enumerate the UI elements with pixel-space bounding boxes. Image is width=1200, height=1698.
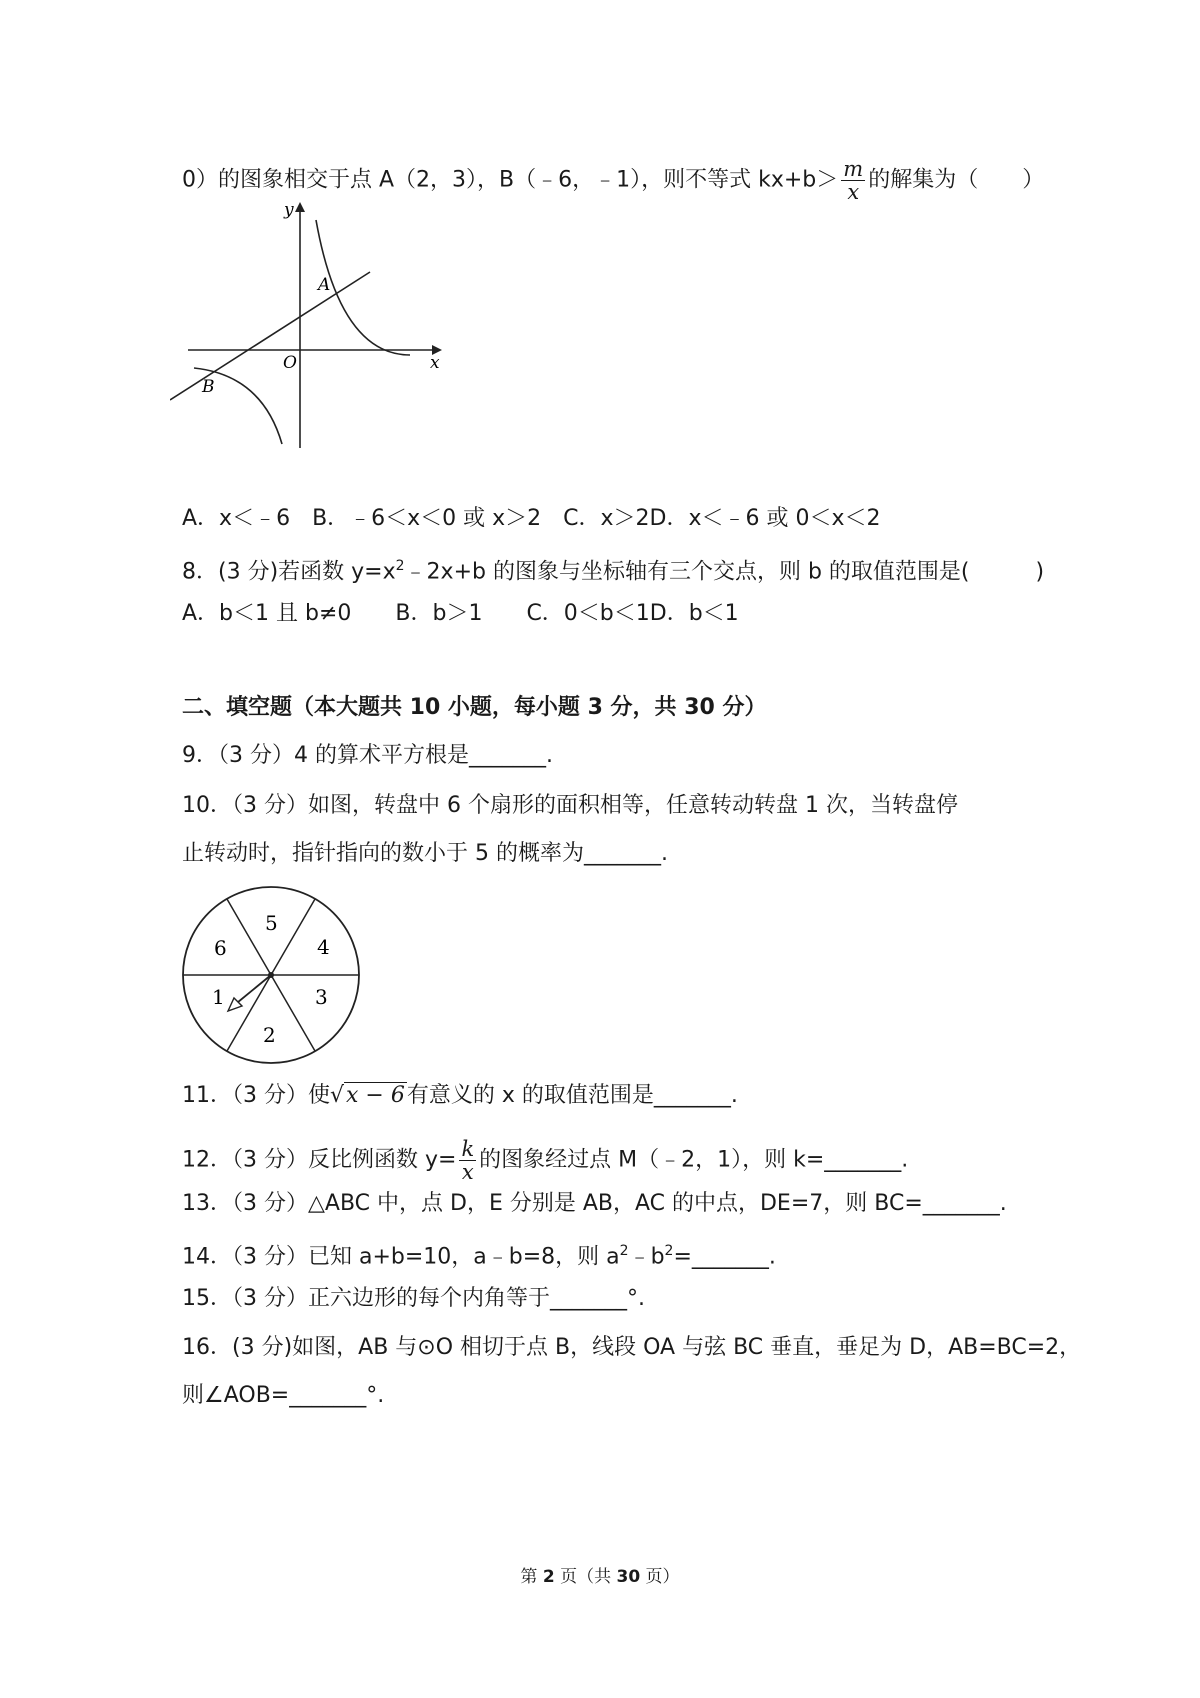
q7-stem-start: 0）的图象相交于点 A（2，3），B（﹣6，﹣1），则不等式 kx+b＞ (182, 167, 839, 193)
q16-line2: 则∠AOB=_______°. (182, 1383, 385, 1408)
q11-stem-end: 有意义的 x 的取值范围是_______. (406, 1083, 738, 1108)
q13: 13．（3 分）△ABC 中，点 D，E 分别是 AB，AC 的中点，DE=7，则 BC=_______. (182, 1191, 1007, 1216)
q12-stem-end: 的图象经过点 M（﹣2，1），则 k=_______. (479, 1147, 909, 1173)
q8-options: A．b＜1 且 b≠0 B．b＞1 C．0＜b＜1D．b＜1 (182, 601, 739, 626)
y-axis-arrow-icon (295, 202, 305, 212)
wheel-center-pin (268, 972, 274, 978)
q12-fraction-numerator: k (461, 1137, 475, 1161)
y-axis-label: y (284, 200, 294, 220)
q14-stem-end: =_______. (673, 1244, 776, 1270)
q14-stem-start: 14．（3 分）已知 a+b=10，a﹣b=8，则 a (182, 1244, 620, 1270)
q15: 15．（3 分）正六边形的每个内角等于_______°. (182, 1286, 645, 1311)
q11-radicand: x − 6 (346, 1083, 405, 1108)
x-axis-label: x (430, 353, 440, 373)
q9: 9．（3 分）4 的算术平方根是_______. (182, 743, 553, 768)
wheel-number-2: 2 (263, 1023, 276, 1047)
q8-exponent: 2 (395, 558, 405, 574)
spinner-wheel (176, 880, 366, 1070)
q14-exponent-2: 2 (664, 1243, 674, 1259)
footer-prefix: 第 (520, 1567, 543, 1587)
radical-sign-icon: √ (330, 1083, 345, 1108)
wheel-number-6: 6 (214, 936, 227, 960)
q8-stem (182, 552, 1044, 586)
q8-stem-end: ﹣2x+b 的图象与坐标轴有三个交点，则 b 的取值范围是( ) (404, 559, 1045, 585)
q12-fraction-denominator: x (461, 1160, 474, 1184)
origin-label: O (283, 353, 297, 373)
q7-graph (170, 200, 470, 460)
wheel-number-1: 1 (212, 985, 225, 1009)
wheel-number-4: 4 (317, 935, 330, 959)
q7-fraction (841, 158, 865, 203)
q7-fraction-numerator: m (843, 157, 864, 181)
q16-line1: 16．(3 分)如图，AB 与⊙O 相切于点 B，线段 OA 与弦 BC 垂直，垂足为 D，AB=BC=2， (182, 1335, 1082, 1360)
q12-stem-start: 12．（3 分）反比例函数 y= (182, 1147, 457, 1173)
q14-exponent-1: 2 (619, 1243, 629, 1259)
q7-fraction-denominator: x (847, 180, 860, 204)
q7-stem-end: 的解集为（ ） (868, 167, 1045, 193)
line-kx-b (170, 272, 370, 400)
q12 (182, 1138, 908, 1183)
q10-line2: 止转动时，指针指向的数小于 5 的概率为_______. (182, 841, 668, 866)
q8-stem-start: 8．(3 分)若函数 y=x (182, 559, 396, 585)
q11-stem-start: 11．（3 分）使 (182, 1083, 330, 1108)
wheel-number-3: 3 (315, 985, 328, 1009)
point-a-label: A (318, 275, 331, 295)
q10-line1: 10．（3 分）如图，转盘中 6 个扇形的面积相等，任意转动转盘 1 次，当转盘停 (182, 793, 958, 818)
q12-fraction (459, 1138, 476, 1183)
point-b-label: B (202, 377, 215, 397)
q11-square-root (330, 1082, 407, 1110)
page-footer (0, 1562, 1200, 1587)
q14 (182, 1237, 776, 1271)
section-heading: 二、填空题（本大题共 10 小题，每小题 3 分，共 30 分） (182, 695, 767, 720)
q7-options: A．x＜﹣6 B．﹣6＜x＜0 或 x＞2 C．x＞2D．x＜﹣6 或 0＜x＜2 (182, 506, 881, 531)
footer-total-pages: 30 (616, 1567, 641, 1587)
q7-stem (182, 158, 1044, 203)
footer-suffix: 页） (640, 1567, 680, 1587)
q14-stem-mid: ﹣b (628, 1244, 665, 1270)
wheel-number-5: 5 (265, 911, 278, 935)
footer-page-number: 2 (542, 1567, 555, 1587)
footer-middle: 页（共 (554, 1567, 617, 1587)
q11 (182, 1082, 738, 1110)
